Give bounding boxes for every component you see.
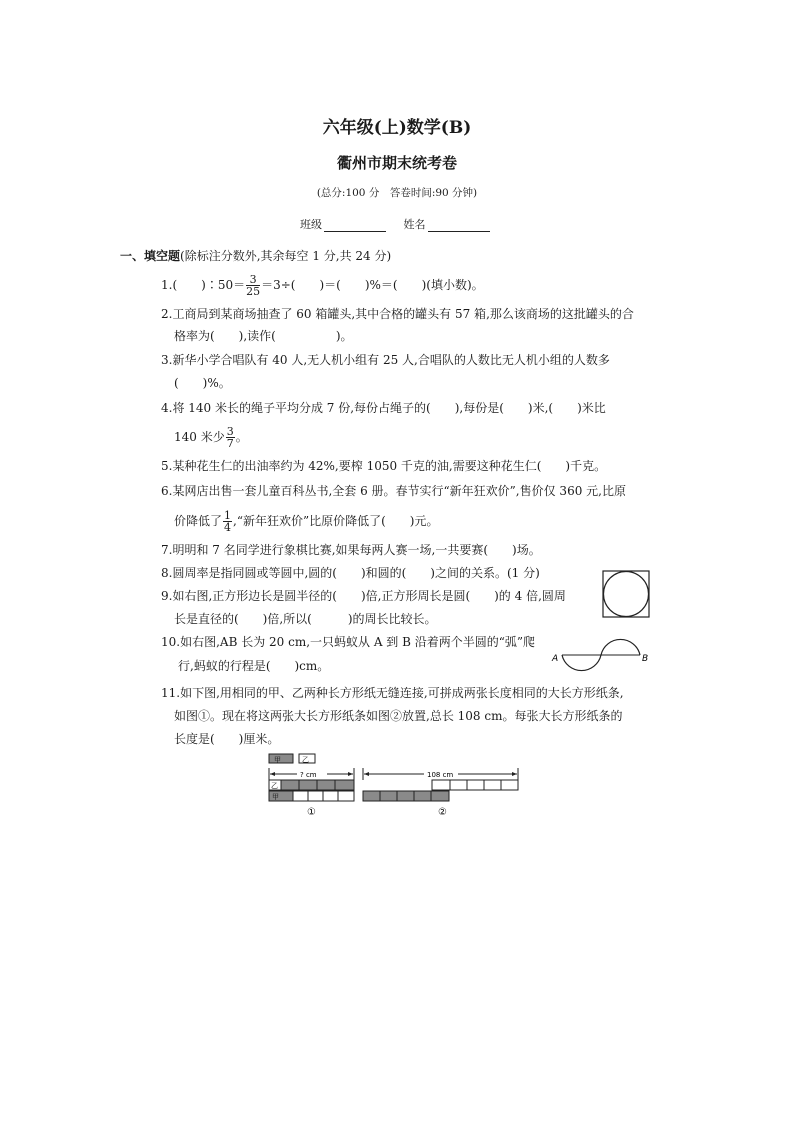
question-8: 8.圆周率是指同圆或等圆中,圆的( )和圆的( )之间的关系。(1 分): [161, 566, 540, 580]
q1-text-a: 1.( )∶50＝: [161, 278, 246, 292]
exam-title: 六年级(上)数学(B): [322, 118, 472, 138]
caption-1: ①: [307, 807, 316, 818]
question-6-line-2: 价降低了 $\frac{1}{4}$ ,“新年狂欢价”比原价降低了( )元。: [174, 509, 439, 534]
section-label: 一、填空题: [120, 249, 181, 263]
strip-figure: [262, 750, 527, 822]
question-11-line-2: 如图①。现在将这两张大长方形纸条如图②放置,总长 108 cm。每张大长方形纸条的: [174, 709, 623, 723]
name-blank[interactable]: [428, 220, 490, 232]
question-10-line-2: 行,蚂蚁的行程是( )cm。: [178, 659, 330, 673]
square-circle-figure: [602, 570, 650, 618]
q1-text-b: ＝3÷( )＝( )%＝( )(填小数)。: [261, 278, 484, 292]
name-label: 姓名: [403, 218, 426, 231]
question-7: 7.明明和 7 名同学进行象棋比赛,如果每两人赛一场,一共要赛( )场。: [161, 543, 541, 557]
q1-fraction: $\frac{3}{25}$: [246, 273, 261, 298]
legend-yi: 乙: [302, 756, 309, 764]
len-label-2: 108 cm: [427, 771, 454, 779]
exam-meta: (总分:100 分 答卷时间:90 分钟): [316, 187, 478, 199]
question-2-line-1: 2.工商局到某商场抽查了 60 箱罐头,其中合格的罐头有 57 箱,那么该商场的这批罐头的合: [161, 307, 634, 321]
label-b: B: [642, 654, 649, 664]
question-11-line-3: 长度是( )厘米。: [174, 732, 280, 746]
len-label-1: ? cm: [300, 771, 317, 779]
q6-fraction: $\frac{1}{4}$: [224, 509, 232, 534]
question-11-line-1: 11.如下图,用相同的甲、乙两种长方形纸无缝连接,可拼成两张长度相同的大长方形纸条,: [161, 686, 624, 700]
question-2-line-2: 格率为( ),读作( )。: [174, 329, 353, 343]
question-3-line-2: ( )%。: [174, 376, 231, 390]
section-heading: [120, 247, 391, 264]
section-note: (除标注分数外,其余每空 1 分,共 24 分): [180, 249, 392, 263]
question-9-line-1: 9.如右图,正方形边长是圆半径的( )倍,正方形周长是圆( )的 4 倍,圆周: [161, 589, 566, 603]
class-label: 班级: [300, 218, 322, 231]
question-4-line-1: 4.将 140 米长的绳子平均分成 7 份,每份占绳子的( ),每份是( )米,( )米比: [161, 401, 606, 415]
question-5: 5.某种花生仁的出油率约为 42%,要榨 1050 千克的油,需要这种花生仁( )千克。: [161, 459, 607, 473]
exam-subtitle: 衢州市期末统考卷: [336, 154, 457, 172]
question-1: [161, 274, 484, 297]
question-9-line-2: 长是直径的( )倍,所以( )的周长比较长。: [174, 612, 437, 626]
label-a: A: [552, 654, 559, 664]
question-10-line-1: 10.如右图,AB 长为 20 cm,一只蚂蚁从 A 到 B 沿着两个半圆的“弧”爬: [161, 635, 536, 649]
class-blank[interactable]: [324, 220, 386, 232]
q4-fraction: $\frac{3}{7}$: [226, 425, 234, 450]
name-row: [300, 216, 504, 232]
caption-2: ②: [438, 807, 447, 818]
strip1-yi-label: 乙: [271, 782, 278, 790]
question-4-line-2: 140 米少 $\frac{3}{7}$ 。: [174, 425, 248, 450]
semicircle-path-figure: [550, 628, 660, 678]
strip1-jia-label: 甲: [272, 793, 279, 801]
question-6-line-1: 6.某网店出售一套儿童百科丛书,全套 6 册。春节实行“新年狂欢价”,售价仅 360 元,比原: [161, 484, 626, 498]
legend-jia: 甲: [274, 756, 281, 764]
question-3-line-1: 3.新华小学合唱队有 40 人,无人机小组有 25 人,合唱队的人数比无人机小组的人数多: [161, 353, 610, 367]
